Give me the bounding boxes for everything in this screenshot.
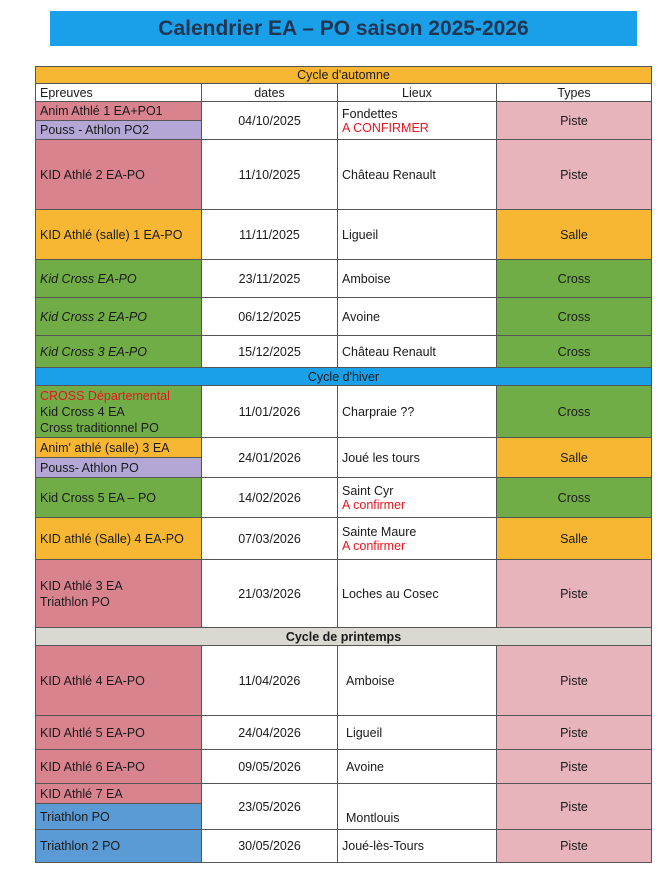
epreuve-line: KID Athlé 3 EA (40, 578, 123, 593)
lieu-line: Sainte Maure (342, 524, 417, 539)
lieu-line: Ligueil (346, 725, 383, 740)
date-cell: 11/04/2026 (202, 646, 338, 715)
epreuve-line: Kid Cross 4 EA (40, 404, 125, 419)
lieu-cell (338, 784, 497, 829)
lieu-line: Charpraie ?? (342, 404, 415, 419)
epreuve-cell: KID Athlé 2 EA-PO (35, 140, 202, 209)
epreuve-line: Cross traditionnel PO (40, 420, 159, 435)
lieu-note: A confirmer (342, 538, 406, 553)
lieu-line: Amboise (346, 673, 395, 688)
epreuve-cell (35, 784, 202, 829)
lieu-cell (338, 102, 497, 139)
epreuve-cell (35, 102, 202, 139)
table-row (35, 750, 652, 784)
table-row (35, 386, 652, 438)
type-cell: Salle (497, 518, 652, 559)
table-row (35, 560, 652, 628)
epreuve-line: Pouss- Athlon PO (36, 458, 201, 477)
lieu-cell (338, 646, 497, 715)
epreuve-cell: KID Athlé (salle) 1 EA-PO (35, 210, 202, 259)
date-cell: 11/01/2026 (202, 386, 338, 437)
lieu-cell (338, 140, 497, 209)
cycle-header-printemps: Cycle de printemps (35, 628, 652, 646)
date-cell: 24/04/2026 (202, 716, 338, 749)
date-cell: 09/05/2026 (202, 750, 338, 783)
type-cell: Piste (497, 716, 652, 749)
table-row (35, 102, 652, 140)
lieu-line: Joué les tours (342, 450, 420, 465)
date-cell: 23/11/2025 (202, 260, 338, 297)
lieu-cell (338, 518, 497, 559)
lieu-line: Ligueil (342, 227, 379, 242)
type-cell: Cross (497, 260, 652, 297)
table-row (35, 518, 652, 560)
type-cell: Piste (497, 784, 652, 829)
lieu-cell (338, 386, 497, 437)
date-cell: 11/10/2025 (202, 140, 338, 209)
date-cell: 11/11/2025 (202, 210, 338, 259)
epreuve-line: Anim' athlé (salle) 3 EA (36, 438, 201, 458)
lieu-line: Château Renault (342, 344, 436, 359)
table-row (35, 784, 652, 830)
epreuve-line: Triathlon PO (40, 594, 110, 609)
table-row (35, 260, 652, 298)
lieu-cell (338, 260, 497, 297)
type-cell: Cross (497, 298, 652, 335)
date-cell: 21/03/2026 (202, 560, 338, 627)
type-cell: Piste (497, 102, 652, 139)
table-row (35, 716, 652, 750)
lieu-cell (338, 438, 497, 477)
table-row (35, 646, 652, 716)
epreuve-line: Pouss - Athlon PO2 (36, 121, 201, 139)
table-row (35, 210, 652, 260)
lieu-line: Fondettes (342, 106, 398, 121)
lieu-line: Avoine (342, 309, 380, 324)
cycle-header-hiver: Cycle d'hiver (35, 368, 652, 386)
lieu-cell (338, 716, 497, 749)
date-cell: 15/12/2025 (202, 336, 338, 367)
date-cell: 24/01/2026 (202, 438, 338, 477)
date-cell: 30/05/2026 (202, 830, 338, 862)
epreuve-line: Anim Athlé 1 EA+PO1 (36, 102, 201, 121)
lieu-line: Loches au Cosec (342, 586, 439, 601)
lieu-line: Joué-lès-Tours (342, 839, 424, 853)
header-lieux: Lieux (338, 84, 497, 101)
header-epreuves: Epreuves (35, 84, 202, 101)
table-row (35, 336, 652, 368)
page-title: Calendrier EA – PO saison 2025-2026 (50, 11, 637, 46)
epreuve-cell: Kid Cross 3 EA-PO (35, 336, 202, 367)
lieu-line: Château Renault (342, 167, 436, 182)
epreuve-cell: KID Ahtlé 5 EA-PO (35, 716, 202, 749)
cycle-header-automne: Cycle d'automne (35, 66, 652, 84)
column-headers (35, 84, 652, 102)
epreuve-line: Triathlon PO (36, 804, 201, 829)
lieu-note: A confirmer (342, 497, 406, 512)
date-cell: 04/10/2025 (202, 102, 338, 139)
epreuve-cell: KID Athlé 4 EA-PO (35, 646, 202, 715)
lieu-cell (338, 298, 497, 335)
type-cell: Salle (497, 210, 652, 259)
epreuve-cell: Kid Cross 2 EA-PO (35, 298, 202, 335)
lieu-cell (338, 210, 497, 259)
lieu-cell (338, 750, 497, 783)
type-cell: Piste (497, 560, 652, 627)
date-cell: 23/05/2026 (202, 784, 338, 829)
lieu-cell (338, 336, 497, 367)
lieu-note: A CONFIRMER (342, 120, 429, 135)
type-cell: Salle (497, 438, 652, 477)
type-cell: Piste (497, 750, 652, 783)
epreuve-cell (35, 438, 202, 477)
lieu-cell (338, 560, 497, 627)
epreuve-cell: Kid Cross 5 EA – PO (35, 478, 202, 517)
epreuve-cell: Triathlon 2 PO (35, 830, 202, 862)
table-row (35, 140, 652, 210)
type-cell: Piste (497, 646, 652, 715)
type-cell: Cross (497, 478, 652, 517)
type-cell: Piste (497, 830, 652, 862)
table-row (35, 478, 652, 518)
lieu-line: Montlouis (346, 811, 400, 825)
table-row (35, 298, 652, 336)
lieu-cell (338, 478, 497, 517)
type-cell: Cross (497, 336, 652, 367)
type-cell: Piste (497, 140, 652, 209)
epreuve-cell: KID Athlé 6 EA-PO (35, 750, 202, 783)
lieu-line: Amboise (342, 271, 391, 286)
lieu-line: Avoine (346, 759, 384, 774)
header-types: Types (497, 84, 652, 101)
epreuve-cell: KID athlé (Salle) 4 EA-PO (35, 518, 202, 559)
epreuve-line: CROSS Départemental (40, 388, 170, 403)
date-cell: 14/02/2026 (202, 478, 338, 517)
lieu-line: Saint Cyr (342, 483, 394, 498)
epreuve-line: KID Athlé 7 EA (36, 784, 201, 804)
epreuve-cell: Kid Cross EA-PO (35, 260, 202, 297)
lieu-cell (338, 830, 497, 862)
table-row (35, 438, 652, 478)
table-row (35, 830, 652, 863)
calendar-table (35, 66, 652, 863)
epreuve-cell (35, 386, 202, 437)
header-dates: dates (202, 84, 338, 101)
epreuve-cell (35, 560, 202, 627)
date-cell: 07/03/2026 (202, 518, 338, 559)
date-cell: 06/12/2025 (202, 298, 338, 335)
type-cell: Cross (497, 386, 652, 437)
